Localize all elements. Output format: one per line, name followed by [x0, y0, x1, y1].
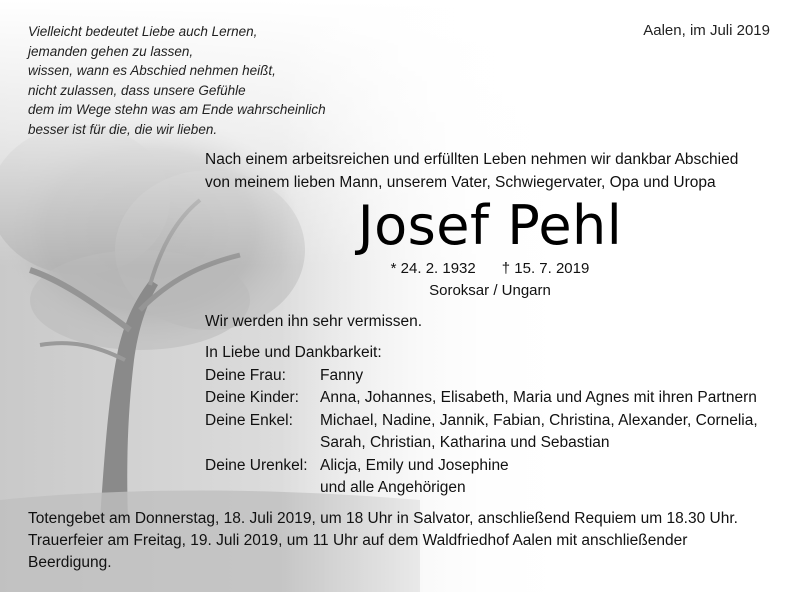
family-heading: In Liebe und Dankbarkeit:	[205, 344, 382, 361]
family-row-label: Deine Urenkel:	[205, 456, 308, 474]
origin-place: Soroksar / Ungarn	[429, 282, 551, 299]
service-info	[28, 508, 778, 574]
family-row-label	[205, 477, 320, 500]
life-dates	[205, 258, 775, 280]
poem-line: Vielleicht bedeutet Liebe auch Lernen,	[28, 24, 258, 39]
intro-line: von meinem lieben Mann, unserem Vater, Schwiegervater, Opa und Uropa	[205, 174, 716, 191]
family-row	[205, 455, 785, 478]
family-list	[205, 342, 785, 500]
intro-text	[205, 148, 775, 194]
birth-date: * 24. 2. 1932	[390, 260, 476, 277]
poem	[28, 22, 326, 139]
poem-line: dem im Wege stehn was am Ende wahrscheinlich	[28, 102, 326, 117]
family-row	[205, 387, 785, 410]
death-date: † 15. 7. 2019	[501, 260, 590, 277]
family-row-label: Deine Kinder:	[205, 389, 299, 406]
place-date: Aalen, im Juli 2019	[643, 22, 770, 39]
family-row	[205, 432, 785, 455]
intro-line: Nach einem arbeitsreichen und erfüllten Leben nehmen wir dankbar Abschied	[205, 151, 739, 168]
family-row	[205, 477, 785, 500]
deceased-name: Josef Pehl	[357, 194, 623, 257]
family-row-value: Anna, Johannes, Elisabeth, Maria und Agnes mit ihren Partnern	[320, 389, 757, 406]
poem-line: besser ist für die, die wir lieben.	[28, 121, 218, 137]
family-row-value: Alicja, Emily und Josephine	[320, 456, 509, 474]
poem-line: jemanden gehen zu lassen,	[28, 43, 194, 59]
family-row-value: Fanny	[320, 366, 364, 384]
service-line: Totengebet am Donnerstag, 18. Juli 2019, um 18 Uhr in Salvator, anschließend Requiem um 18.30 Uhr.	[28, 510, 738, 527]
family-row-value: und alle Angehörigen	[320, 479, 466, 496]
family-row-value: Sarah, Christian, Katharina und Sebastian	[320, 434, 610, 451]
miss-text: Wir werden ihn sehr vermissen.	[205, 313, 423, 330]
family-row-label: Deine Enkel:	[205, 411, 293, 429]
poem-line: wissen, wann es Abschied nehmen heißt,	[28, 63, 276, 78]
family-row-value: Michael, Nadine, Jannik, Fabian, Christina, Alexander, Cornelia,	[320, 411, 758, 429]
family-row	[205, 365, 785, 388]
family-row-label	[205, 432, 320, 455]
poem-line: nicht zulassen, dass unsere Gefühle	[28, 82, 246, 98]
service-line: Trauerfeier am Freitag, 19. Juli 2019, um 11 Uhr auf dem Waldfriedhof Aalen mit anschließender	[28, 532, 688, 549]
family-row-label: Deine Frau:	[205, 366, 286, 384]
service-line: Beerdigung.	[28, 554, 112, 571]
family-row	[205, 410, 785, 433]
